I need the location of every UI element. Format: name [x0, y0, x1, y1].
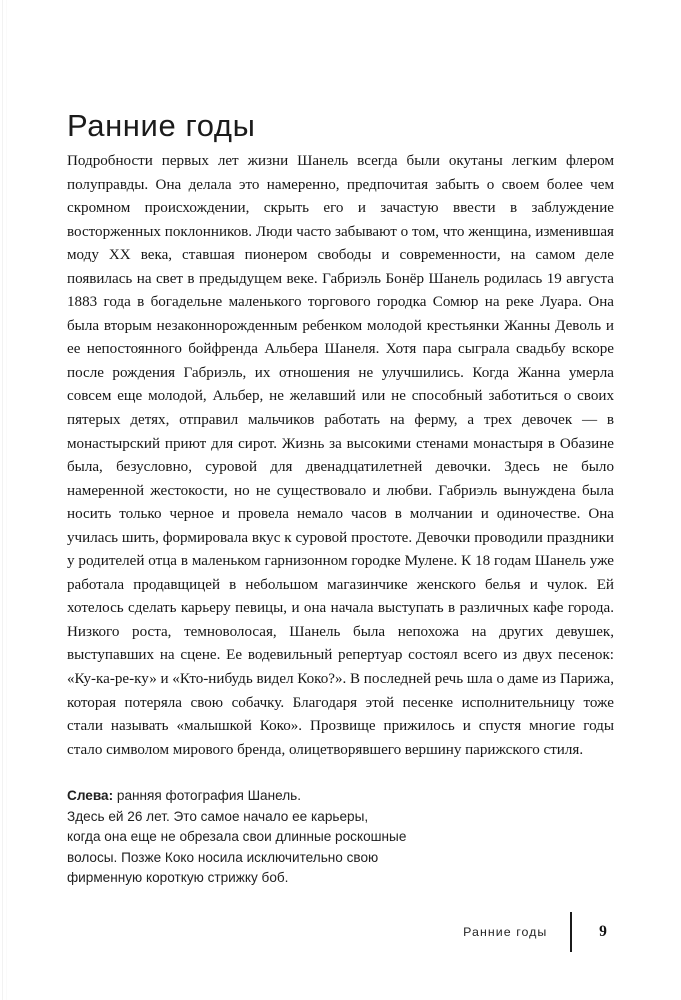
figure-caption: [67, 786, 487, 889]
body-paragraph: Подробности первых лет жизни Шанель всегда были окутаны легким флером полуправды. Она делала это намеренно, предпочитая забыть о своем более чем скромном происхождении, скрыть его и зачастую ввести в заблуждение восторженных поклонников. Люди часто забывают о том, что женщина, изменившая моду XX века, ставшая пионером свободы и современности, на самом деле появилась на свет в предыдущем веке. Габриэль Бонёр Шанель родилась 19 августа 1883 года в богадельне маленького торгового городка Сомюр на реке Луара. Она была вторым незаконнорожденным ребенком молодой крестьянки Жанны Деволь и ее непостоянного бойфренда Альбера Шанеля. Хотя пара сыграла свадьбу вскоре после рождения Габриэль, их отношения не улучшились. Когда Жанна умерла совсем еще молодой, Альбер, не желавший или не способный заботиться о своих пятерых детях, отправил мальчиков работать на ферму, а трех девочек — в монастырский приют для сирот. Жизнь за высокими стенами монастыря в Обазине была, безусловно, суровой для двенадцатилетней девочки. Здесь не было намеренной жестокости, но не существовало и любви. Габриэль вынуждена была носить только черное и провела немало часов в молчании и одиночестве. Она училась шить, формировала вкус к суровой простоте. Девочки проводили праздники у родителей отца в маленьком гарнизонном городке Мулене. К 18 годам Шанель уже работала продавщицей в небольшом магазинчике женского белья и чулок. Ей хотелось сделать карьеру певицы, и она начала выступать в различных кафе города. Низкого роста, темноволосая, Шанель была непохожа на других девушек, выступавших на сцене. Ее водевильный репертуар состоял всего из двух песенок: «Ку-ка-ре-ку» и «Кто-нибудь видел Коко?». В последней речь шла о даме из Парижа, которая потеряла свою собачку. Благодаря этой песенке исполнительницу тоже стали называть «малышкой Коко». Прозвище прижилось и спустя многие годы стало символом мирового бренда, олицетворявшего вершину парижского стиля.: [67, 153, 614, 758]
caption-line: когда она еще не обрезала свои длинные роскошные: [67, 829, 407, 844]
page-number: 9: [599, 923, 607, 940]
caption-lead-text: ранняя фотография Шанель.: [113, 788, 302, 803]
page-footer: [67, 912, 614, 952]
footer-chapter-label: Ранние годы: [463, 925, 548, 939]
caption-line: [67, 786, 487, 807]
caption-line: фирменную короткую стрижку боб.: [67, 870, 289, 885]
body-text-column: [67, 150, 614, 762]
caption-line: волосы. Позже Коко носила исключительно свою: [67, 849, 379, 865]
caption-lead-label: Слева:: [67, 788, 114, 803]
caption-line: Здесь ей 26 лет. Это самое начало ее карьеры,: [67, 808, 369, 824]
page-title: Ранние годы: [67, 107, 256, 143]
footer-divider-rule: [570, 912, 572, 952]
footer-content: [463, 912, 614, 952]
